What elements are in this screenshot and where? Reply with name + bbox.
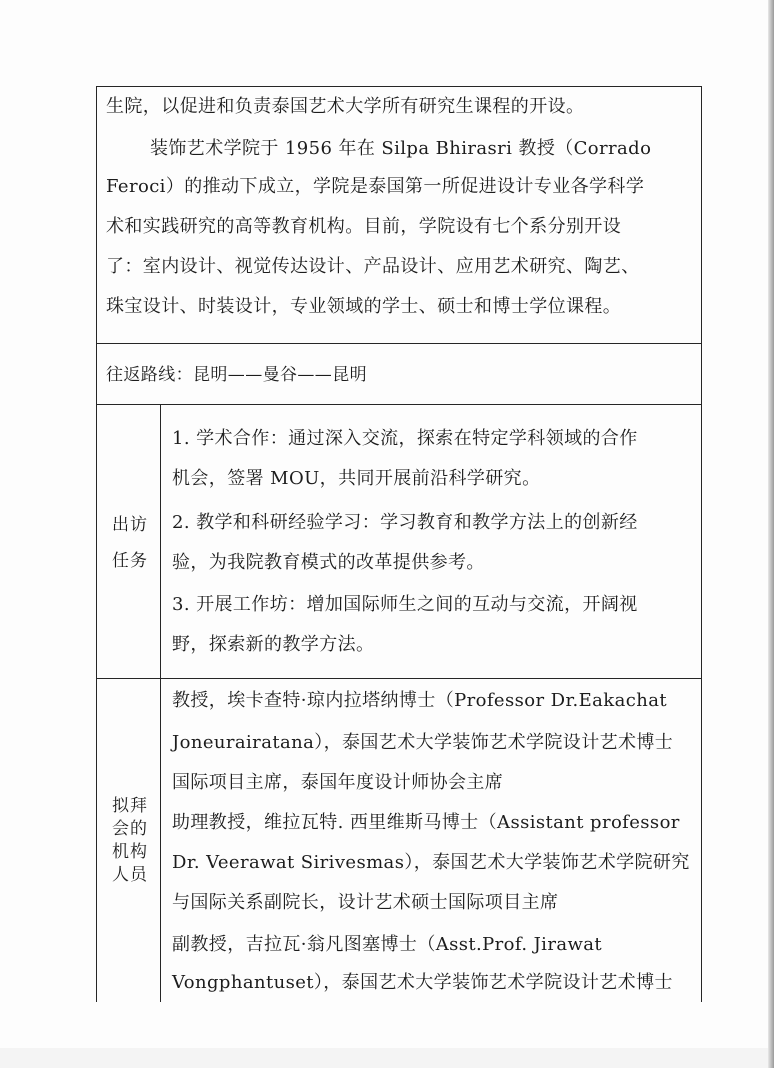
- scan-page-edge: [768, 0, 774, 1068]
- people-label-line-3: 机构: [112, 842, 148, 862]
- mission-item-2-line-1: 2. 教学和科研经验学习：学习教育和教学方法上的创新经: [172, 512, 638, 533]
- route-text: 往返路线：昆明——曼谷——昆明: [106, 365, 367, 385]
- intro-line-4: 术和实践研究的高等教育机构。目前，学院设有七个系分别开设: [106, 216, 622, 237]
- row-divider-intro-route: [96, 343, 702, 344]
- mission-item-1-line-2: 机会，签署 MOU，共同开展前沿科学研究。: [172, 468, 541, 489]
- mission-item-1-line-1: 1. 学术合作：通过深入交流，探索在特定学科领域的合作: [172, 428, 638, 449]
- person-3-line-2: Vongphantuset），泰国艺术大学装饰艺术学院设计艺术博士: [172, 972, 673, 993]
- row-divider-mission-people: [96, 678, 702, 679]
- intro-line-2: 装饰艺术学院于 1956 年在 Silpa Bhirasri 教授（Corrado: [150, 138, 652, 159]
- mission-item-2-line-2: 验，为我院教育模式的改革提供参考。: [172, 552, 485, 573]
- person-1-line-1: 教授，埃卡查特·琼内拉塔纳博士（Professor Dr.Eakachat: [172, 690, 667, 711]
- mission-label-line-1: 出访: [112, 515, 148, 535]
- person-3-line-1: 副教授，吉拉瓦·翁凡图塞博士（Asst.Prof. Jirawat: [172, 934, 603, 955]
- person-2-line-3: 与国际关系副院长，设计艺术硕士国际项目主席: [172, 892, 559, 913]
- person-2-line-2: Dr. Veerawat Sirivesmas），泰国艺术大学装饰艺术学院研究: [172, 852, 690, 873]
- mission-item-3-line-1: 3. 开展工作坊：增加国际师生之间的互动与交流，开阔视: [172, 594, 638, 615]
- person-2-line-1: 助理教授，维拉瓦特. 西里维斯马博士（Assistant professor: [172, 812, 680, 833]
- mission-item-3-line-2: 野，探索新的教学方法。: [172, 634, 375, 655]
- people-label-line-1: 拟拜: [112, 796, 148, 816]
- people-label-line-2: 会的: [112, 819, 148, 839]
- people-label-line-4: 人员: [112, 865, 148, 885]
- person-1-line-2: Joneurairatana），泰国艺术大学装饰艺术学院设计艺术博士: [172, 732, 674, 753]
- intro-line-5: 了：室内设计、视觉传达设计、产品设计、应用艺术研究、陶艺、: [106, 256, 640, 277]
- person-1-line-3: 国际项目主席，泰国年度设计师协会主席: [172, 772, 504, 793]
- intro-line-6: 珠宝设计、时装设计，专业领域的学士、硕士和博士学位课程。: [106, 296, 622, 317]
- label-column-divider: [160, 404, 161, 1002]
- intro-line-1: 生院，以促进和负责泰国艺术大学所有研究生课程的开设。: [106, 96, 585, 117]
- mission-label-line-2: 任务: [112, 551, 148, 571]
- row-divider-route-mission: [96, 404, 702, 405]
- intro-line-3: Feroci）的推动下成立，学院是泰国第一所促进设计专业各学科学: [106, 176, 645, 197]
- scan-bottom-margin: [0, 1048, 774, 1068]
